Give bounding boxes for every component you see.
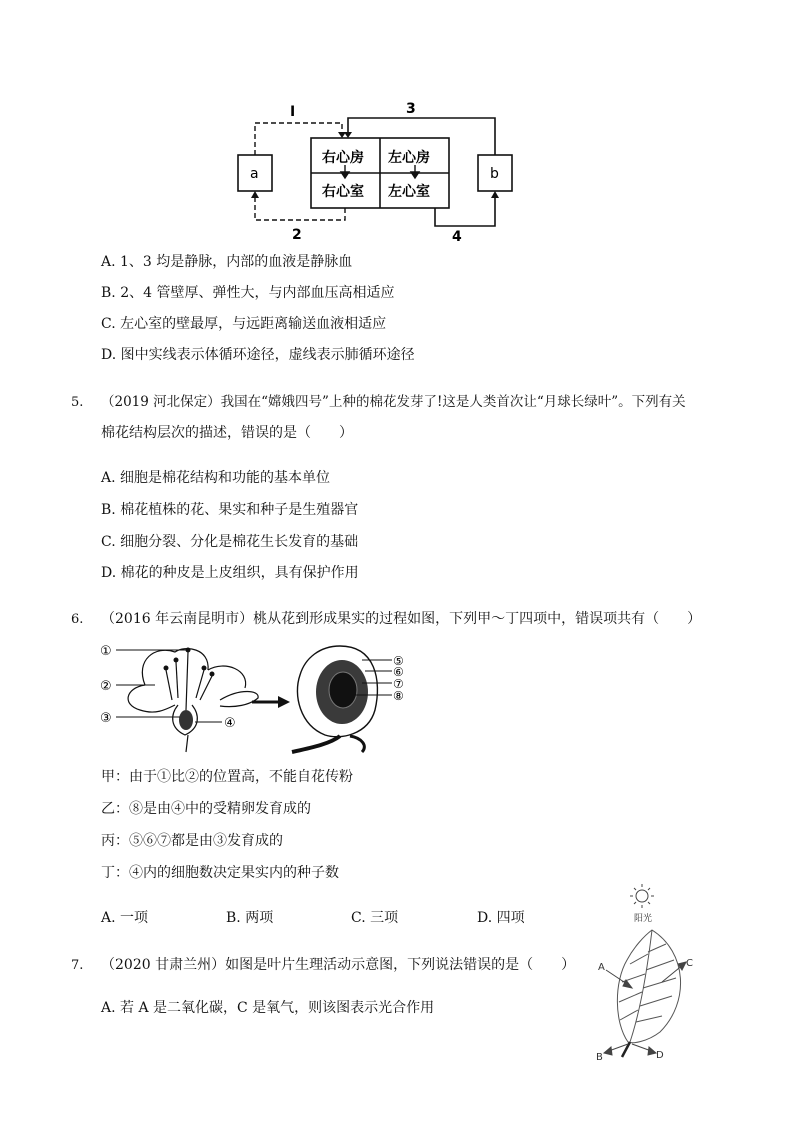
q5-option-c[interactable]: C. 细胞分裂、分化是棉花生长发育的基础 bbox=[101, 534, 359, 550]
vessel-3-label: 3 bbox=[406, 101, 416, 117]
q6-statement-yi: 乙：⑧是由④中的受精卵发育成的 bbox=[101, 801, 311, 817]
sun-icon bbox=[630, 884, 654, 908]
q5-number: 5. bbox=[71, 395, 84, 410]
q7-option-a[interactable]: A. 若 A 是二氧化碳，C 是氧气，则该图表示光合作用 bbox=[101, 1000, 435, 1016]
flower-drawing bbox=[128, 649, 258, 752]
peach-flower-fruit-figure bbox=[100, 640, 415, 755]
sunlight-label: 阳光 bbox=[634, 914, 653, 924]
label-3: ③ bbox=[100, 711, 112, 726]
leaf-label-b: B bbox=[596, 1052, 603, 1063]
box-b-label: b bbox=[490, 166, 499, 182]
q6-number: 6. bbox=[71, 612, 84, 627]
leaf-drawing bbox=[617, 930, 680, 1057]
heart-circulation-diagram bbox=[230, 98, 520, 246]
fruit-drawing bbox=[292, 646, 377, 752]
label-1: ① bbox=[100, 644, 112, 659]
q5-option-b[interactable]: B. 棉花植株的花、果实和种子是生殖器官 bbox=[101, 502, 359, 518]
q6-statement-ding: 丁：④内的细胞数决定果实内的种子数 bbox=[101, 865, 339, 881]
ovary bbox=[179, 710, 193, 730]
label-2: ② bbox=[100, 679, 112, 694]
q6-option-d[interactable]: D. 四项 bbox=[477, 910, 525, 926]
q5-option-d[interactable]: D. 棉花的种皮是上皮组织，具有保护作用 bbox=[101, 565, 359, 581]
vessel-4-solid bbox=[435, 197, 495, 226]
q6-option-a[interactable]: A. 一项 bbox=[101, 910, 149, 926]
q5-stem-line1: （2019 河北保定）我国在“嫦娥四号”上种的棉花发芽了!这是人类首次让“月球长绿叶”。下列有关 bbox=[101, 394, 686, 410]
left-atrium-label: 左心房 bbox=[388, 150, 430, 166]
q7-number: 7. bbox=[71, 958, 84, 973]
box-a-label: a bbox=[250, 166, 259, 182]
q6-option-c[interactable]: C. 三项 bbox=[351, 910, 399, 926]
right-ventricle-label: 右心室 bbox=[322, 184, 364, 200]
right-atrium-label: 右心房 bbox=[322, 150, 364, 166]
vessel-3-arrowhead bbox=[344, 132, 352, 138]
q6-statement-bing: 丙：⑤⑥⑦都是由③发育成的 bbox=[101, 833, 283, 849]
leaf-activity-figure bbox=[592, 882, 702, 1064]
q7-stem: （2020 甘肃兰州）如图是叶片生理活动示意图，下列说法错误的是（ ） bbox=[101, 957, 576, 973]
vessel-2-arrowhead bbox=[251, 191, 259, 198]
q4-option-a[interactable]: A. 1、3 均是静脉，内部的血液是静脉血 bbox=[101, 254, 353, 270]
label-7: ⑦ bbox=[393, 677, 404, 691]
label-6: ⑥ bbox=[393, 665, 404, 679]
left-ventricle-label: 左心室 bbox=[388, 184, 430, 200]
vessel-4-label: 4 bbox=[452, 229, 462, 245]
q4-option-b[interactable]: B. 2、4 管壁厚、弹性大，与内部血压高相适应 bbox=[101, 285, 395, 301]
q6-statement-jia: 甲：由于①比②的位置高，不能自花传粉 bbox=[101, 769, 353, 785]
q6-option-b[interactable]: B. 两项 bbox=[226, 910, 274, 926]
q5-option-a[interactable]: A. 细胞是棉花结构和功能的基本单位 bbox=[101, 470, 331, 486]
flower-anthers bbox=[164, 648, 215, 677]
leaf-label-c: C bbox=[686, 958, 693, 969]
leaf-label-d: D bbox=[656, 1050, 664, 1061]
label-8: ⑧ bbox=[393, 689, 404, 703]
leaf-label-a: A bbox=[598, 962, 605, 973]
vessel-2-label: 2 bbox=[292, 227, 302, 243]
q6-stem: （2016 年云南昆明市）桃从花到形成果实的过程如图，下列甲～丁四项中，错误项共有（ ） bbox=[101, 611, 702, 627]
vessel-4-arrowhead bbox=[491, 191, 499, 198]
q4-option-d[interactable]: D. 图中实线表示体循环途径，虚线表示肺循环途径 bbox=[101, 347, 415, 363]
q4-option-c[interactable]: C. 左心室的壁最厚，与远距离输送血液相适应 bbox=[101, 316, 387, 332]
vessel-1-label: I bbox=[290, 104, 296, 120]
label-4: ④ bbox=[224, 716, 236, 731]
label-5: ⑤ bbox=[393, 654, 404, 668]
q5-stem-line2: 棉花结构层次的描述，错误的是（ ） bbox=[101, 425, 353, 441]
